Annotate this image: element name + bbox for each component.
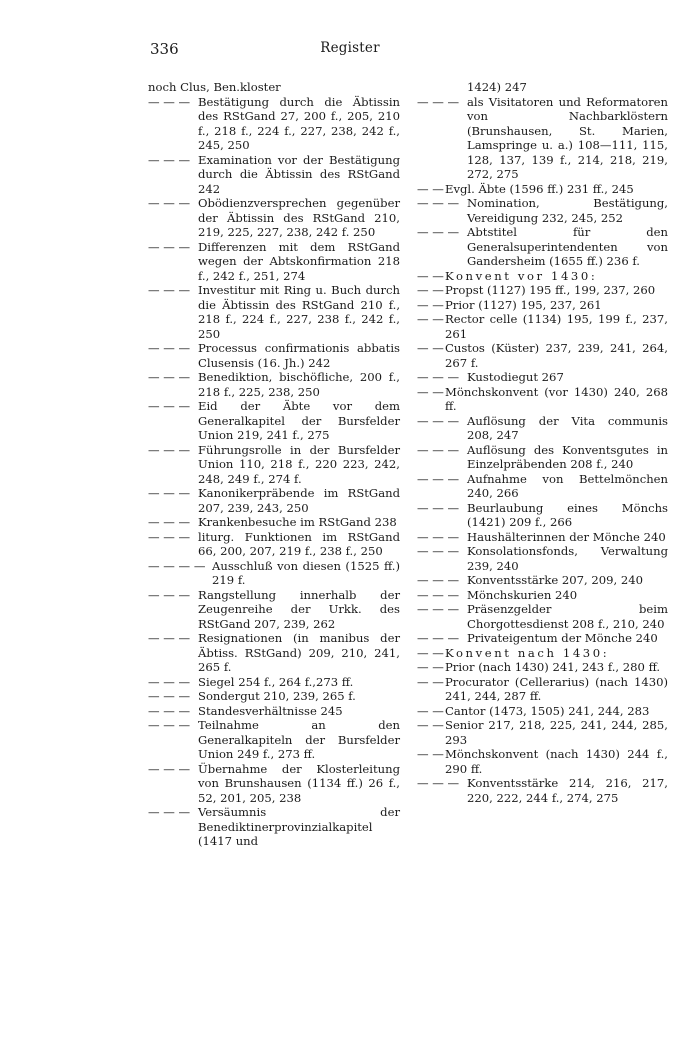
index-entry bbox=[417, 501, 668, 530]
index-entry bbox=[417, 530, 668, 545]
index-entry bbox=[417, 776, 668, 805]
level-dashes: — — — bbox=[417, 587, 460, 602]
entry-text: Examination vor der Bestätigung durch die Äbtissin des RStGand 242 bbox=[198, 152, 400, 196]
level-dashes: — — bbox=[417, 181, 444, 196]
index-entry bbox=[148, 515, 400, 530]
entry-text: Investitur mit Ring u. Buch durch die Äbtissin des RStGand 210 f., 218 f., 224 f., 227, 238 f., 242 f., 250 bbox=[198, 283, 400, 341]
index-entry bbox=[148, 805, 400, 849]
entry-text: Krankenbesuche im RStGand 238 bbox=[198, 515, 397, 529]
entry-text: Haushälterinnen der Mönche 240 bbox=[467, 529, 666, 544]
index-entry bbox=[148, 704, 400, 719]
entry-text: Konventsstärke 214, 216, 217, 220, 222, 244 f., 274, 275 bbox=[467, 776, 668, 805]
entry-text: Konvent nach 1430: bbox=[445, 645, 610, 660]
entry-text: Obödienzversprechen gegenüber der Äbtissin des RStGand 210, 219, 225, 227, 238, 242 f. 250 bbox=[198, 196, 400, 239]
index-column-left bbox=[148, 80, 400, 849]
index-entry bbox=[417, 472, 668, 501]
entry-text: Custos (Küster) 237, 239, 241, 264, 267 f. bbox=[445, 341, 668, 370]
entry-text: Sondergut 210, 239, 265 f. bbox=[198, 689, 356, 703]
entry-text: Prior (1127) 195, 237, 261 bbox=[445, 297, 602, 312]
level-dashes: — — — bbox=[148, 341, 191, 355]
index-entry bbox=[417, 95, 668, 182]
level-dashes: — — — bbox=[417, 776, 460, 790]
level-dashes: — — — bbox=[417, 94, 460, 109]
level-dashes: — — — bbox=[148, 761, 191, 776]
entry-text: Benediktion, bischöfliche, 200 f., 218 f., 225, 238, 250 bbox=[198, 370, 400, 399]
index-entry bbox=[417, 80, 668, 95]
index-entry bbox=[148, 675, 400, 690]
level-dashes: — — — bbox=[417, 544, 460, 558]
index-entry bbox=[417, 269, 668, 284]
level-dashes: — — — bbox=[148, 631, 191, 645]
entry-text: Prior (nach 1430) 241, 243 f., 280 ff. bbox=[445, 660, 661, 674]
entry-text: Konsolationsfonds, Verwaltung 239, 240 bbox=[467, 544, 668, 573]
entry-text: noch Clus, Ben.kloster bbox=[148, 80, 281, 94]
level-dashes: — — — bbox=[148, 703, 191, 718]
index-entry bbox=[417, 704, 668, 719]
entry-text: Auflösung des Konventsgutes in Einzelpräbenden 208 f., 240 bbox=[467, 442, 668, 471]
level-dashes: — — — bbox=[417, 500, 460, 515]
level-dashes: — — — bbox=[417, 631, 460, 645]
index-entry bbox=[417, 182, 668, 197]
index-entry bbox=[148, 341, 400, 370]
index-entry bbox=[148, 399, 400, 443]
entry-text: Führungsrolle in der Bursfelder Union 110, 218 f., 220 223, 242, 248, 249 f., 274 f. bbox=[198, 442, 400, 486]
index-entry bbox=[148, 530, 400, 559]
index-entry bbox=[417, 298, 668, 313]
entry-text: als Visitatoren und Reformatoren von Nachbarklöstern (Brunshausen, St. Marien, Lamspringe u. a.) 108—111, 115, 128, 137, 139 f., 214, 218, 219, 272, 275 bbox=[467, 94, 668, 181]
entry-text: Übernahme der Klosterleitung von Brunshausen (1134 ff.) 26 f., 52, 201, 205, 238 bbox=[198, 761, 400, 805]
level-dashes: — — bbox=[417, 718, 444, 732]
level-dashes: — — bbox=[417, 703, 444, 718]
entry-text: Siegel 254 f., 264 f.,273 ff. bbox=[198, 674, 354, 689]
level-dashes: — — — bbox=[417, 196, 460, 210]
index-entry bbox=[417, 631, 668, 646]
level-dashes: — — — bbox=[148, 239, 191, 254]
level-dashes: — — — bbox=[148, 587, 191, 602]
entry-text: Konvent vor 1430: bbox=[445, 268, 598, 283]
entry-text: Versäumnis der Benediktinerprovinzialkapitel (1417 und bbox=[198, 805, 400, 848]
level-dashes: — — bbox=[417, 283, 444, 297]
entry-text: Procurator (Cellerarius) (nach 1430) 241, 244, 287 ff. bbox=[445, 674, 668, 703]
level-dashes: — — bbox=[417, 674, 444, 689]
entry-text: Eid der Äbte vor dem Generalkapitel der Bursfelder Union 219, 241 f., 275 bbox=[198, 399, 400, 442]
level-dashes: — — — bbox=[417, 573, 460, 587]
index-entry bbox=[148, 283, 400, 341]
level-dashes: — — bbox=[417, 312, 444, 326]
level-dashes: — — — bbox=[148, 196, 191, 210]
index-entry bbox=[148, 486, 400, 515]
index-entry bbox=[417, 588, 668, 603]
entry-text: Nomination, Bestätigung, Vereidigung 232, 245, 252 bbox=[467, 196, 668, 225]
entry-text: Aufnahme von Bettelmönchen 240, 266 bbox=[467, 471, 668, 500]
index-entry bbox=[417, 370, 668, 385]
index-entry bbox=[148, 559, 400, 588]
index-entry bbox=[417, 660, 668, 675]
level-dashes: — — — bbox=[417, 413, 460, 428]
level-dashes: — — — bbox=[148, 689, 191, 703]
index-entry bbox=[148, 689, 400, 704]
index-entry bbox=[148, 443, 400, 487]
level-dashes: — — bbox=[417, 341, 444, 355]
entry-text: Beurlaubung eines Mönchs (1421) 209 f., 266 bbox=[467, 500, 668, 529]
level-dashes: — — — bbox=[417, 471, 460, 486]
index-entry bbox=[148, 240, 400, 284]
level-dashes: — — — bbox=[417, 370, 460, 384]
level-dashes: — — — bbox=[148, 486, 191, 500]
level-dashes: — — bbox=[417, 645, 444, 660]
index-entry bbox=[417, 414, 668, 443]
index-entry bbox=[148, 718, 400, 762]
level-dashes: — — — bbox=[417, 529, 460, 544]
entry-text: Cantor (1473, 1505) 241, 244, 283 bbox=[445, 703, 650, 718]
index-entry bbox=[417, 718, 668, 747]
index-entry bbox=[148, 631, 400, 675]
index-entry bbox=[148, 80, 400, 95]
level-dashes: — — — — bbox=[148, 558, 206, 573]
level-dashes: — — — bbox=[148, 283, 191, 297]
level-dashes: — — — bbox=[417, 225, 460, 239]
entry-text: Konventsstärke 207, 209, 240 bbox=[467, 573, 644, 587]
index-entry bbox=[148, 370, 400, 399]
entry-text: Standesverhältnisse 245 bbox=[198, 703, 343, 718]
entry-text: Teilnahme an den Generalkapiteln der Bursfelder Union 249 f., 273 ff. bbox=[198, 718, 400, 761]
index-entry bbox=[148, 95, 400, 153]
level-dashes: — — bbox=[417, 268, 444, 283]
level-dashes: — — — bbox=[417, 442, 460, 457]
index-entry bbox=[148, 153, 400, 197]
entry-text: Kanonikerpräbende im RStGand 207, 239, 243, 250 bbox=[198, 486, 400, 515]
level-dashes: — — bbox=[417, 660, 444, 674]
level-dashes: — — bbox=[417, 747, 444, 761]
index-entry bbox=[417, 747, 668, 776]
entry-text: Bestätigung durch die Äbtissin des RStGand 27, 200 f., 205, 210 f., 218 f., 224 f., 227, 238, 242 f., 245, 250 bbox=[198, 94, 400, 152]
entry-text: Mönchskonvent (vor 1430) 240, 268 ff. bbox=[445, 384, 668, 413]
index-entry bbox=[417, 385, 668, 414]
index-entry bbox=[148, 196, 400, 240]
index-entry bbox=[417, 544, 668, 573]
entry-text: Mönchskonvent (nach 1430) 244 f., 290 ff. bbox=[445, 747, 668, 776]
level-dashes: — — bbox=[417, 297, 444, 312]
index-entry bbox=[148, 588, 400, 632]
index-entry bbox=[417, 341, 668, 370]
entry-text: Rector celle (1134) 195, 199 f., 237, 261 bbox=[445, 312, 668, 341]
index-entry bbox=[417, 312, 668, 341]
index-entry bbox=[417, 196, 668, 225]
level-dashes: — — — bbox=[148, 515, 191, 529]
page-header bbox=[150, 40, 550, 60]
entry-text: Privateigentum der Mönche 240 bbox=[467, 631, 658, 645]
entry-text: Differenzen mit dem RStGand wegen der Abtskonfirmation 218 f., 242 f., 251, 274 bbox=[198, 239, 400, 283]
entry-text: Abtstitel für den Generalsuperintendenten von Gandersheim (1655 ff.) 236 f. bbox=[467, 225, 668, 268]
entry-text: Auflösung der Vita communis 208, 247 bbox=[467, 413, 668, 442]
index-entry bbox=[417, 443, 668, 472]
index-entry bbox=[417, 646, 668, 661]
level-dashes: — — — bbox=[417, 602, 460, 616]
entry-text: Präsenzgelder beim Chorgottesdienst 208 f., 210, 240 bbox=[467, 602, 668, 631]
index-entry bbox=[417, 675, 668, 704]
level-dashes: — — — bbox=[148, 718, 191, 732]
level-dashes: — — bbox=[417, 384, 444, 399]
entry-text: Mönchskurien 240 bbox=[467, 587, 578, 602]
entry-text: Kustodiegut 267 bbox=[467, 370, 564, 384]
level-dashes: — — — bbox=[148, 152, 191, 167]
level-dashes: — — — bbox=[148, 674, 191, 689]
index-entry bbox=[417, 602, 668, 631]
level-dashes: — — — bbox=[148, 529, 191, 544]
level-dashes: — — — bbox=[148, 442, 191, 457]
index-entry bbox=[417, 283, 668, 298]
entry-text: Resignationen (in manibus der Äbtiss. RStGand) 209, 210, 241, 265 f. bbox=[198, 631, 400, 674]
index-entry bbox=[148, 762, 400, 806]
index-column-right bbox=[417, 80, 668, 805]
entry-text: Evgl. Äbte (1596 ff.) 231 ff., 245 bbox=[445, 181, 634, 196]
entry-text: Propst (1127) 195 ff., 199, 237, 260 bbox=[445, 283, 656, 297]
entry-text: Rangstellung innerhalb der Zeugenreihe der Urkk. des RStGand 207, 239, 262 bbox=[198, 587, 400, 631]
page-number: 336 bbox=[150, 40, 179, 58]
entry-text: Senior 217, 218, 225, 241, 244, 285, 293 bbox=[445, 718, 668, 747]
level-dashes: — — — bbox=[148, 399, 191, 413]
running-head: Register bbox=[320, 40, 380, 56]
level-dashes: — — — bbox=[148, 370, 191, 384]
entry-text: Processus confirmationis abbatis Clusensis (16. Jh.) 242 bbox=[198, 341, 400, 370]
level-dashes: — — — bbox=[148, 94, 191, 109]
entry-text: Ausschluß von diesen (1525 ff.) 219 f. bbox=[212, 558, 400, 587]
index-entry bbox=[417, 573, 668, 588]
entry-text: 1424) 247 bbox=[467, 80, 527, 94]
index-entry bbox=[417, 225, 668, 269]
level-dashes: — — — bbox=[148, 805, 191, 819]
entry-text: liturg. Funktionen im RStGand 66, 200, 207, 219 f., 238 f., 250 bbox=[198, 529, 400, 558]
